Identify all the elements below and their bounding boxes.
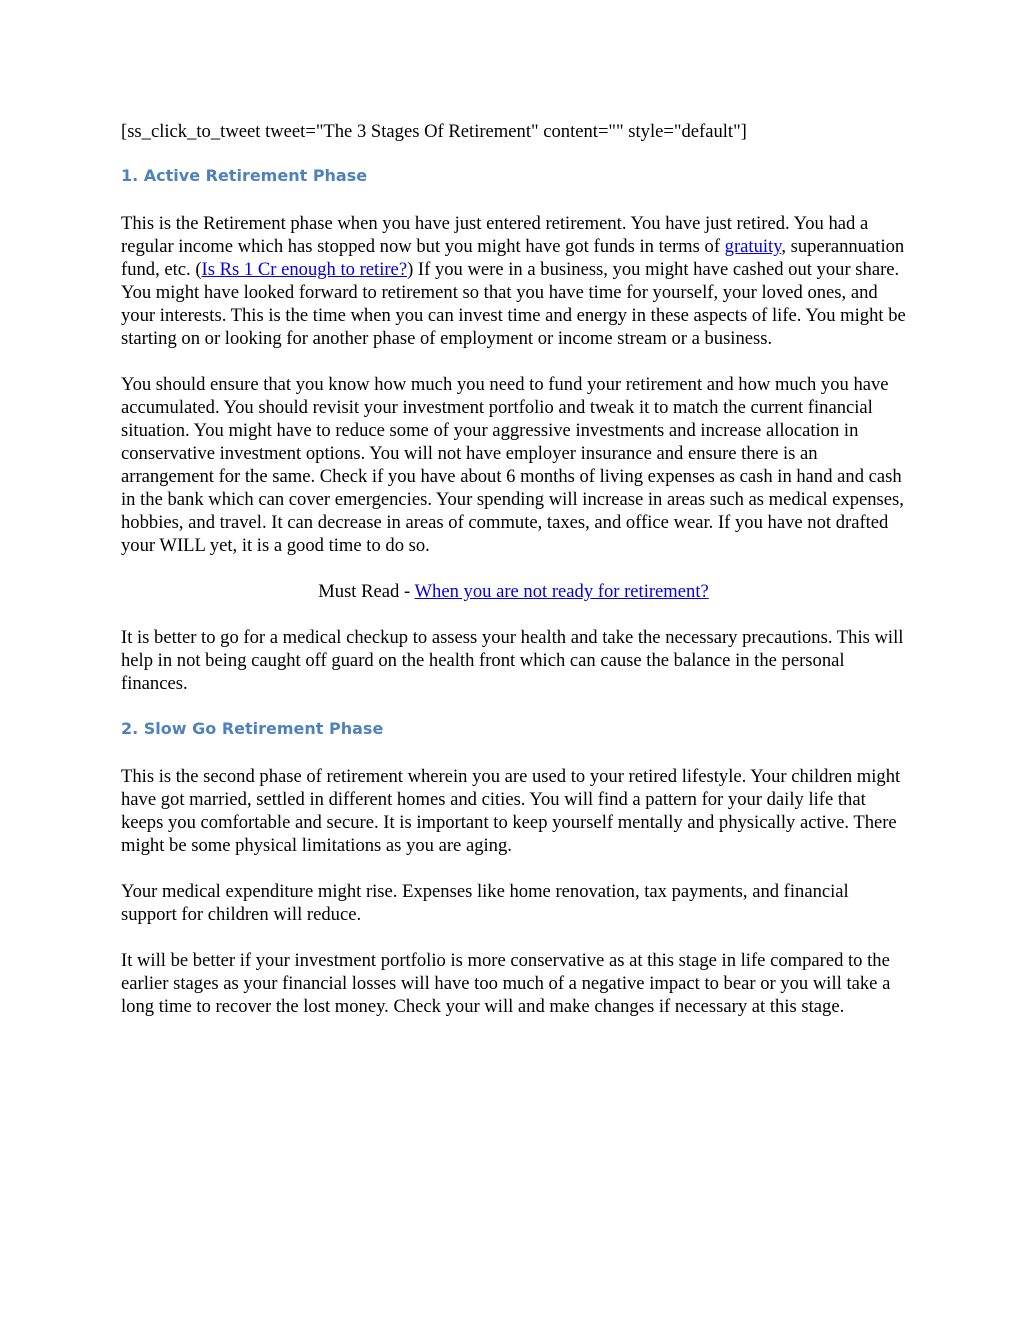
paragraph-slow-go-3: It will be better if your investment portfolio is more conservative as at this stage in life compared to the earlier stages as your financial losses will have too much of a negative impact to bear or you will take a long time to recover the lost money. Check your will and make changes if necessary at this stage.: [121, 950, 891, 1017]
paragraph-text: ) If you were in a business, you might have cashed out your share. You might have looked forward to retirement so that you have time for yourself, your loved ones, and your interests. This is the time when you can invest time and energy in these aspects of life. You might be starting on or looking for another phase of employment or income stream or a business.: [121, 259, 906, 349]
section-heading-slow-go-retirement: 2. Slow Go Retirement Phase: [121, 719, 384, 738]
paragraph-slow-go-2: Your medical expenditure might rise. Expenses like home renovation, tax payments, and financial support for children will reduce.: [121, 881, 849, 925]
not-ready-for-retirement-link[interactable]: When you are not ready for retirement?: [414, 581, 709, 602]
section-heading-active-retirement: 1. Active Retirement Phase: [121, 166, 368, 185]
rs-1-cr-retire-link[interactable]: Is Rs 1 Cr enough to retire?: [201, 259, 408, 280]
document-page: [121, 120, 906, 1041]
click-to-tweet-shortcode: [ss_click_to_tweet tweet="The 3 Stages Of Retirement" content="" style="default"]: [121, 121, 747, 142]
paragraph-active-2: You should ensure that you know how much you need to fund your retirement and how much you have accumulated. You should revisit your investment portfolio and tweak it to match the current financial situation. You might have to reduce some of your aggressive investments and increase allocation in conservative investment options. You will not have employer insurance and ensure there is an arrangement for the same. Check if you have about 6 months of living expenses as cash in hand and cash in the bank which can cover emergencies. Your spending will increase in areas such as medical expenses, hobbies, and travel. It can decrease in areas of commute, taxes, and office wear. If you have not drafted your WILL yet, it is a good time to do so.: [121, 374, 904, 556]
paragraph-text: This is the Retirement phase when you have just entered retirement. You have just retired. You had a regular income which has stopped now but you might have got funds in terms of: [121, 213, 869, 257]
must-read-line: [121, 580, 906, 603]
paragraph-active-1: [121, 212, 906, 350]
paragraph-text: , superannuation fund, etc. (: [121, 236, 905, 280]
paragraph-slow-go-1: This is the second phase of retirement wherein you are used to your retired lifestyle. Your children might have got married, settled in different homes and cities. You will find a pattern for your daily life that keeps you comfortable and secure. It is important to keep yourself mentally and physically active. There might be some physical limitations as you are aging.: [121, 766, 901, 856]
paragraph-active-3: It is better to go for a medical checkup to assess your health and take the necessary precautions. This will help in not being caught off guard on the health front which can cause the balance in the personal finances.: [121, 627, 904, 694]
gratuity-link[interactable]: gratuity: [724, 236, 782, 257]
must-read-prefix: Must Read -: [318, 581, 415, 602]
